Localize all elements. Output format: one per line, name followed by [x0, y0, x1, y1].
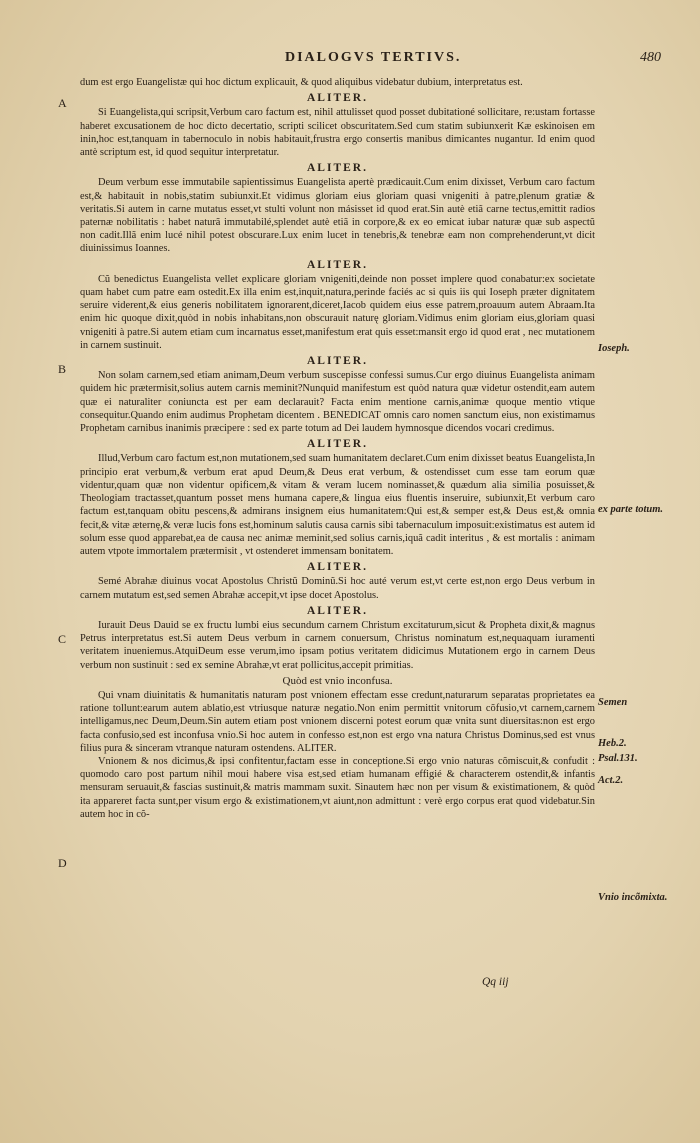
- margin-note-semen: Semen: [598, 697, 628, 708]
- running-head: DIALOGVS TERTIVS.: [285, 50, 462, 65]
- margin-note-ex-parte: ex parte totum.: [598, 504, 664, 515]
- margin-letter-d: D: [58, 856, 67, 870]
- section-heading: ALITER.: [307, 355, 368, 368]
- section-heading: ALITER.: [307, 258, 368, 271]
- section-heading: ALITER.: [307, 561, 368, 574]
- paragraph: Semé Abrahæ diuinus vocat Apostolus Christũ Dominũ.Si hoc auté verum est,vt certe est,non ergo Deus verbum in carnem mutatum est,sed semen Abrahæ accepit,vt ipse docet Apostolus.: [80, 576, 595, 601]
- catchword: Qq iij: [482, 976, 509, 988]
- paragraph: Illud,Verbum caro factum est,non mutationem,sed suam humanitatem declaret.Cum enim dixisset beatus Euangelista,In principio erat verbum,& verbum erat apud Deum,& Deus erat verbum, & ostendisset cum esse tam eorum quæ videntur,quam quæ non videntur opificem,& vitam & veram lucem nominasset,& quædum alia similia posuisset,& Theologiam tractasset,quantum posset mens humana capere,& lingua eius fluentis inseruire, subiunxit,Et verbum caro factum est,tanquam obitu pescens,& admirans insignem eius humanitatem:Qui est,& semper est,& Deus est,& omnia fecit,& vitæ æternę,& veræ lucis fons est,hominum salutis causa carnis sibi tabernaculum imposuit:existimatus est autem id solum esse quod apparebat,ea de causa nec animæ meminit,sed solius carnis,iquã cadit interitus , & est mortalis : animam autem vtpote immortalem prætermisit , vt ostenderet immensam bonitatem.: [80, 453, 595, 557]
- margin-letter-c: C: [58, 632, 67, 646]
- margin-note-ioseph: Ioseph.: [598, 343, 630, 354]
- section-heading: ALITER.: [307, 438, 368, 451]
- margin-letter-b: B: [58, 362, 67, 376]
- section-heading: ALITER.: [307, 92, 368, 105]
- paragraph: Deum verbum esse immutabile sapientissimus Euangelista apertè prædicauit.Cum enim dixisset, Verbum caro factum est,& habitauit in nobis,statim subiunxit.Et vidimus gloriam eius gloriam quasi vnigeniti à patre,plenum gratiæ & veritatis.Si autem in carne mutatus esset,vt stulti volunt non másisset id quod erat.Sin autè etiã carne tectus,emittit radios paternæ nobilitatis : habet naturã immutabilé,splendet autè etiã in corpore,& ex eo emicat iubar naturæ quæ sub aspectũ non cadit.Illã enim lucé nihil potest obscurare.Lux enim lucet in tenebris,& tenebræ eam non comprehenderunt,vt dicit diuinissimus Ioannes.: [80, 177, 595, 255]
- paragraph: Cũ benedictus Euangelista vellet explicare gloriam vnigeniti,deinde non posset implere quod conabatur:ex societate quam habet cum patre eam ostedit.Ex illa enim est,inquit,natura,perinde faciés ac si quis iis qui Ioseph præter dignitatem seruire viderent,& eius generis nobilitatem ignorarent,diceret,Iacob quidem eius esse patrem,proauum autem Abraam.Ita enim hic quoque dixit,quòd in nobis inhabitans,non obscurauit naturę gloriam.Vidimus enim gloriam eius,gloriam quasi vnigeniti à patre.Si autem etiam cum incarnatus esset,manifestum erat quis esset:mansit ergo id quod erat , nec mutationem in carnem sustinuit.: [80, 273, 595, 351]
- margin-note-psal: Psal.131.: [598, 753, 638, 764]
- margin-note-vnio: Vnio incõmixta.: [598, 892, 668, 903]
- main-text: [80, 76, 595, 821]
- section-heading: ALITER.: [307, 604, 368, 617]
- section-heading: Quòd est vnio inconfusa.: [282, 674, 393, 687]
- section-heading: ALITER.: [307, 162, 368, 175]
- margin-note-heb: Heb.2.: [598, 738, 627, 749]
- margin-letter-a: A: [58, 96, 67, 110]
- paragraph: Non solam carnem,sed etiam animam,Deum verbum suscepisse confessi sumus.Cur ergo diuinus Euangelista animam quidem hic prætermisit,solius autem carnis meminit?Nunquid manifestum est quòd natura quæ videtur ostendit,eam autem quæ ei naturaliter coniuncta est per eam declarauit? Facta enim mentione carnis,animæ quoque mentio vtique consequitur.Quando enim audimus Prophetam dicentem . BENEDICAT omnis caro nomen sanctum eius, non existimamus Prophetam carnibus inanimis præcipere : sed ex parte totum ad Dei laudem hymnosque dicendos vocari credimus.: [80, 370, 595, 435]
- folio-number: 480: [640, 50, 661, 65]
- margin-note-act: Act.2.: [598, 775, 624, 786]
- page-header: [0, 50, 700, 70]
- paragraph: Qui vnam diuinitatis & humanitatis naturam post vnionem effectam esse credunt,naturarum separatas proprietates ea ratione tollunt:earum autem ablatio,est vtriusque naturæ negatio.Non enim permittit vnitorum cõfusio,vt carnem,carnem intelligamus,nec Deum,Deum.Sin autem etiam post vnionem discerni potest eorum quæ vnita sunt diuersitas:non est ergo facta confusio,sed est inconfusa vnio.Si hoc autem in confesso est,non est ergo vna natura Christus Dominus,sed est vnus filius pura & sinceram vtranque naturam ostendens. ALITER.: [80, 689, 595, 754]
- paragraph: Iurauit Deus Dauid se ex fructu lumbi eius secundum carnem Christum excitaturum,sicut & Propheta dixit,& magnus Petrus interpretatus est.Si autem Deus verbum in carnem conuersum, Christus nominatum est,nequaquam iuramenti veritatem inueniemus.AtquiDeum esse verum,imo ipsam potius veritatem didicimus Mutationem ergo in carnem Deus verbum non sustinuit : sed ex semine Abrahæ,vt erat pollicitus,accepit primitias.: [80, 619, 595, 671]
- paragraph: Vnionem & nos dicimus,& ipsi confitentur,factam esse in conceptione.Si ergo vnio naturas cõmiscuit,& confudit : quomodo caro post partum nihil moui habere visa est,sed etiam humanam effigié & characterem ostendit,& infantis mensuram seruauit,& fascias sustinuit,& matris mammam suxit. Sinautem hæc non per visum & existimationem, & quòd ita appareret facta sunt,per visum ergo & existimationem,vt aiunt,non admittunt : verè ergo corpus erat quod videbatur.Sin autem hoc in cõ-: [80, 755, 595, 820]
- paragraph: Si Euangelista,qui scripsit,Verbum caro factum est, nihil attulisset quod posset dubitationé sollicitare, re:ustam fortasse haberet excusationem de hoc dicto decertatio, scripti scilicet obscuritatem.Sed cum statim subiunxerit Kæ eskinoisen em inin,hoc est,tanquam in tabernoculo in nobis habitauit,frustra ergo consertis manibus dimicantes nugantur. Id enim quod antè scriptum est, id quod sequitur interpretatur.: [80, 107, 595, 159]
- paragraph-intro: dum est ergo Euangelistæ qui hoc dictum explicauit, & quod aliquibus videbatur dubium, interpretatus est.: [80, 77, 523, 88]
